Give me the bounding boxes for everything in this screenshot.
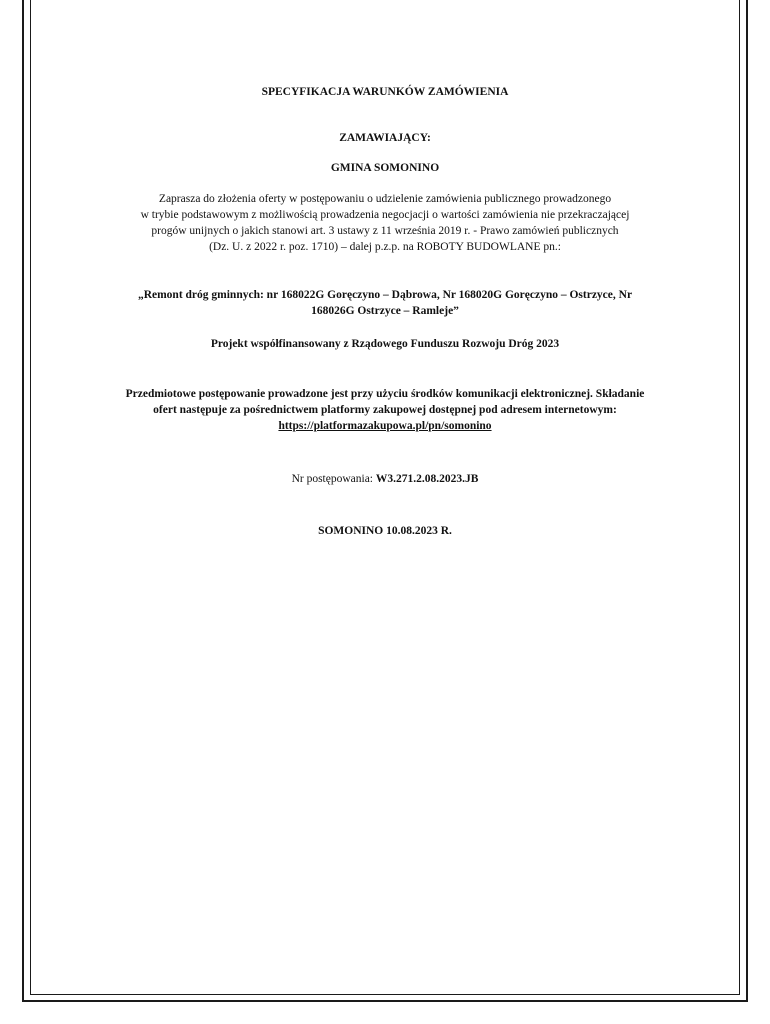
platform-link[interactable]: https://platformazakupowa.pl/pn/somonino	[278, 420, 492, 432]
case-number-label: Nr postępowania:	[291, 473, 374, 485]
electronic-line-1: Przedmiotowe postępowanie prowadzone jest przy użyciu środków komunikacji elektronicznej. Składanie	[125, 388, 645, 400]
intro-line-2: w trybie podstawowym z możliwością prowadzenia negocjacji o wartości zamówienia nie przekraczającej	[140, 209, 630, 221]
buyer-name: GMINA SOMONINO	[330, 162, 440, 174]
case-number	[0, 471, 770, 487]
intro-line-1: Zaprasza do złożenia oferty w postępowaniu o udzielenie zamówienia publicznego prowadzonego	[158, 193, 612, 205]
cofinancing-note: Projekt współfinansowany z Rządowego Funduszu Rozwoju Dróg 2023	[210, 338, 560, 350]
project-title-line-2: 168026G Ostrzyce – Ramleje”	[311, 305, 459, 317]
document-title: SPECYFIKACJA WARUNKÓW ZAMÓWIENIA	[261, 86, 509, 98]
electronic-line-2: ofert następuje za pośrednictwem platformy zakupowej dostępnej pod adresem internetowym:	[153, 404, 617, 416]
buyer-label: ZAMAWIAJĄCY:	[339, 132, 431, 144]
project-title-line-1: „Remont dróg gminnych: nr 168022G Goręczyno – Dąbrowa, Nr 168020G Goręczyno – Ostrzyce, Nr	[137, 289, 633, 301]
intro-line-4: (Dz. U. z 2022 r. poz. 1710) – dalej p.z.p. na ROBOTY BUDOWLANE pn.:	[209, 241, 561, 253]
case-number-value: W3.271.2.08.2023.JB	[375, 473, 479, 485]
place-date: SOMONINO 10.08.2023 R.	[318, 525, 452, 537]
intro-line-3: progów unijnych o jakich stanowi art. 3 ustawy z 11 września 2019 r. - Prawo zamówień publicznych	[151, 225, 619, 237]
